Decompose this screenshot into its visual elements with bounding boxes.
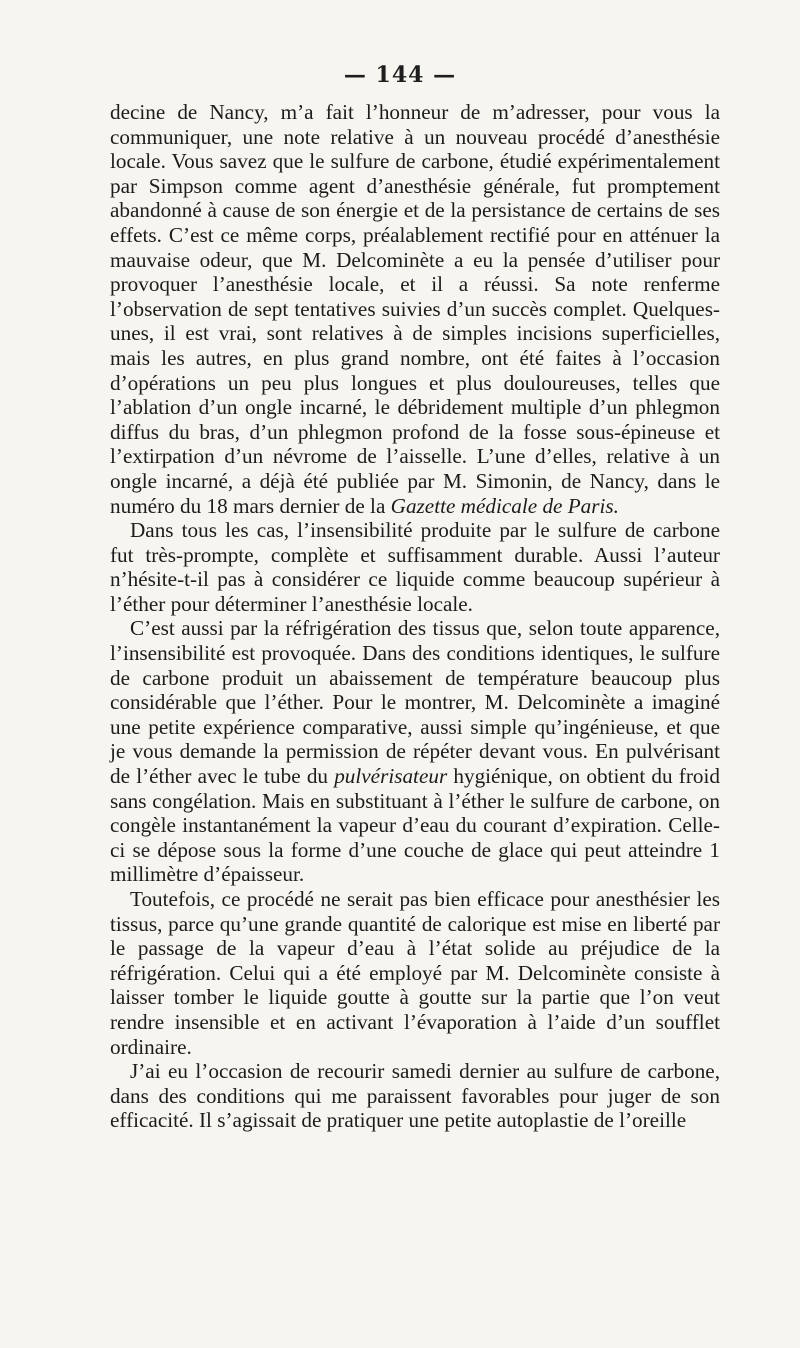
paragraph-text: J’ai eu l’occasion de recourir samedi dernier au sulfure de carbone, dans des conditions qui me paraissent favorables pour juger de son efficacité. Il s’agissait de pratiquer une petite autoplastie de l’oreille xyxy=(110,1059,720,1133)
paragraph xyxy=(110,518,720,616)
paragraph xyxy=(110,1059,720,1133)
paragraph-text-continued: hygiénique, on obtient du froid sans congélation. Mais en substituant à l’éther le sulfure de carbone, on congèle instantanément la vapeur d’eau du courant d’expiration. Celle-ci se dépose sous la forme d’une couche de glace qui peut atteindre 1 millimètre d’épaisseur. xyxy=(110,764,720,887)
journal-title: Gazette médicale de Paris. xyxy=(390,493,619,518)
paragraph xyxy=(110,100,720,518)
page-number: — 144 — xyxy=(343,62,457,88)
paragraph xyxy=(110,616,720,887)
italic-term: pulvérisateur xyxy=(334,764,448,789)
paragraph xyxy=(110,887,720,1059)
paragraph-text: Dans tous les cas, l’insensibilité produite par le sulfure de carbone fut très-prompte, complète et suffisamment durable. Aussi l’auteur n’hésite-t-il pas à considérer ce liquide comme beaucoup supérieur à l’éther pour déterminer l’anesthésie locale. xyxy=(110,518,720,616)
body-text xyxy=(110,100,720,1133)
paragraph-text: decine de Nancy, m’a fait l’honneur de m’adresser, pour vous la communiquer, une note relative à un nouveau procédé d’anesthésie locale. Vous savez que le sulfure de carbone, étudié expérimentalement par Simpson comme agent d’anesthésie générale, fut promptement abandonné à cause de son énergie et de la persistance de certains de ses effets. C’est ce même corps, préalablement rectifié pour en atténuer la mauvaise odeur, que M. Delcominète a eu la pensée d’utiliser pour provoquer l’anesthésie locale, et il a réussi. Sa note renferme l’observation de sept tentatives suivies d’un succès complet. Quelques-unes, il est vrai, sont relatives à de simples incisions superficielles, mais les autres, en plus grand nombre, ont été faites à l’occasion d’opérations un peu plus longues et plus douloureuses, telles que l’ablation d’un ongle incarné, le débridement multiple d’un phlegmon diffus du bras, d’un phlegmon profond de la fosse sous-épineuse et l’extirpation d’un névrome de l’aisselle. L’une d’elles, relative à un ongle incarné, a déjà été publiée par M. Simonin, de Nancy, dans le numéro du 18 mars dernier de la xyxy=(110,100,720,518)
paragraph-text: Toutefois, ce procédé ne serait pas bien efficace pour anesthésier les tissus, parce qu’une grande quantité de calorique est mise en liberté par le passage de la vapeur d’eau à l’état solide au préjudice de la réfrigération. Celui qui a été employé par M. Delcominète consiste à laisser tomber le liquide goutte à goutte sur la partie que l’on veut rendre insensible et en activant l’évaporation à l’aide d’un soufflet ordinaire. xyxy=(110,887,720,1059)
paragraph-text: C’est aussi par la réfrigération des tissus que, selon toute apparence, l’insensibilité est provoquée. Dans des conditions identiques, le sulfure de carbone produit un abaissement de température beaucoup plus considérable que l’éther. Pour le montrer, M. Delcominète a imaginé une petite expérience comparative, aussi simple qu’ingénieuse, et que je vous demande la permission de répéter devant vous. En pulvérisant de l’éther avec le tube du xyxy=(110,616,720,789)
